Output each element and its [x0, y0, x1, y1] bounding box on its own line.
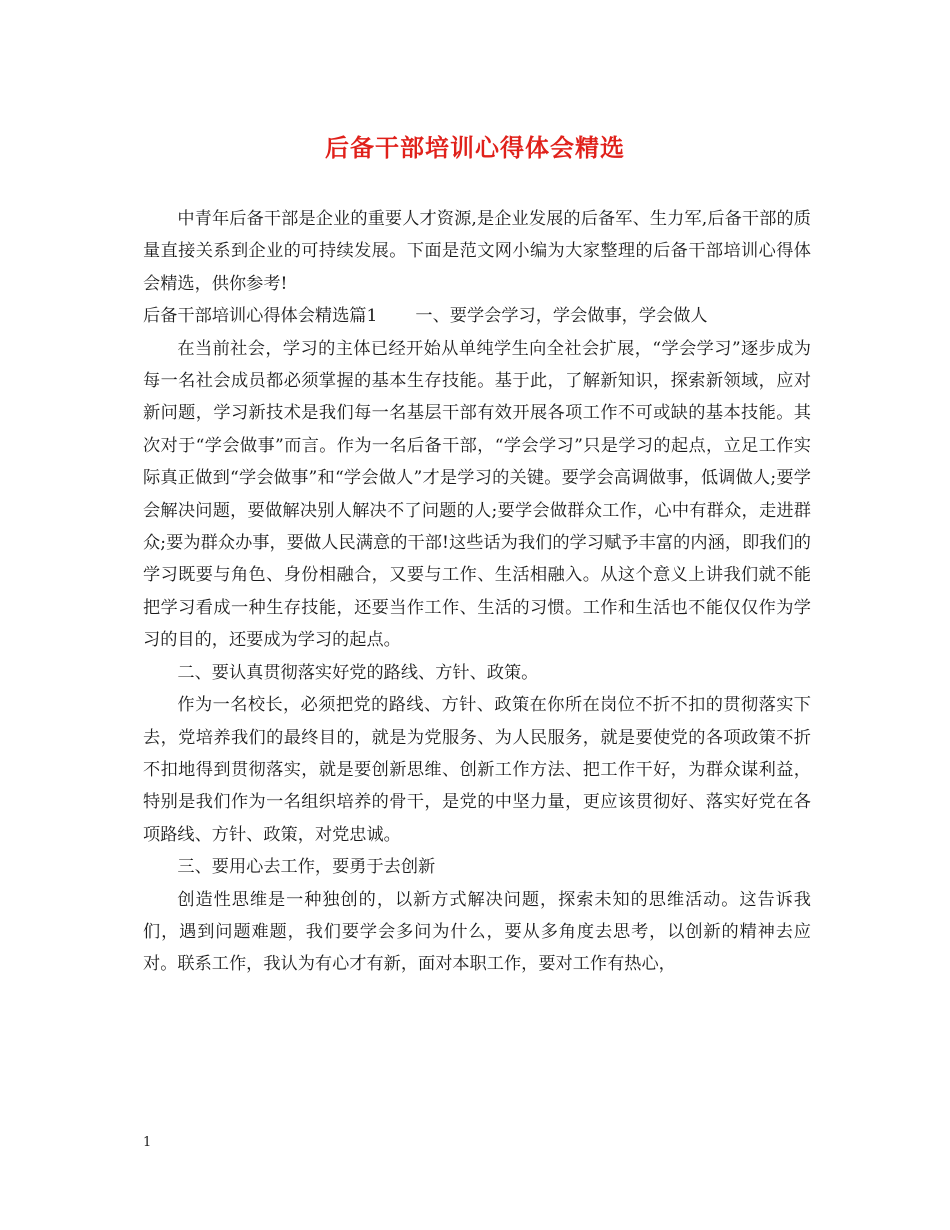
intro-paragraph: 中青年后备干部是企业的重要人才资源,是企业发展的后备军、生力军,后备干部的质量直接关系到企业的可持续发展。下面是范文网小编为大家整理的后备干部培训心得体会精选，供你参考! [143, 209, 811, 294]
section-heading-point-1: 一、要学会学习，学会做事，学会做人 [415, 306, 708, 327]
paragraph-1: 在当前社会，学习的主体已经开始从单纯学生向全社会扩展，“学会学习”逐步成为每一名社会成员都必须掌握的基本生存技能。基于此，了解新知识，探索新领域，应对新问题，学习新技术是我们每一名基层干部有效开展各项工作不可或缺的基本技能。其次对于“学会做事”而言。作为一名后备干部，“学会学习”只是学习的起点，立足工作实际真正做到“学会做事”和“学会做人”才是学习的关键。要学会高调做事，低调做人;要学会解决问题，要做解决别人解决不了问题的人;要学会做群众工作，心中有群众，走进群众;要为群众办事，要做人民满意的干部!这些话为我们的学习赋予丰富的内涵，即我们的学习既要与角色、身份相融合，又要与工作、生活相融入。从这个意义上讲我们就不能把学习看成一种生存技能，还要当作工作、生活的习惯。工作和生活也不能仅仅作为学习的目的，还要成为学习的起点。 [143, 338, 811, 651]
paragraph-2: 作为一名校长，必须把党的路线、方针、政策在你所在岗位不折不扣的贯彻落实下去，党培养我们的最终目的，就是为党服务、为人民服务，就是要使党的各项政策不折不扣地得到贯彻落实，就是要创新思维、创新工作方法、把工作干好，为群众谋利益，特别是我们作为一名组织培养的骨干，是党的中坚力量，更应该贯彻好、落实好党在各项路线、方针、政策，对党忠诚。 [143, 695, 811, 845]
section-heading [143, 300, 811, 332]
heading-3: 三、要用心去工作，要勇于去创新 [177, 857, 436, 878]
paragraph-3: 创造性思维是一种独创的，以新方式解决问题，探索未知的思维活动。这告诉我们，遇到问题难题，我们要学会多问为什么，要从多角度去思考，以创新的精神去应对。联系工作，我认为有心才有新，面对本职工作，要对工作有热心， [143, 889, 811, 975]
document-body [143, 203, 811, 981]
document-title: 后备干部培训心得体会精选 [325, 133, 625, 162]
heading-2: 二、要认真贯彻落实好党的路线、方针、政策。 [177, 662, 539, 683]
page-number: 1 [143, 1135, 152, 1150]
section-heading-title: 后备干部培训心得体会精选篇1 [143, 306, 378, 327]
